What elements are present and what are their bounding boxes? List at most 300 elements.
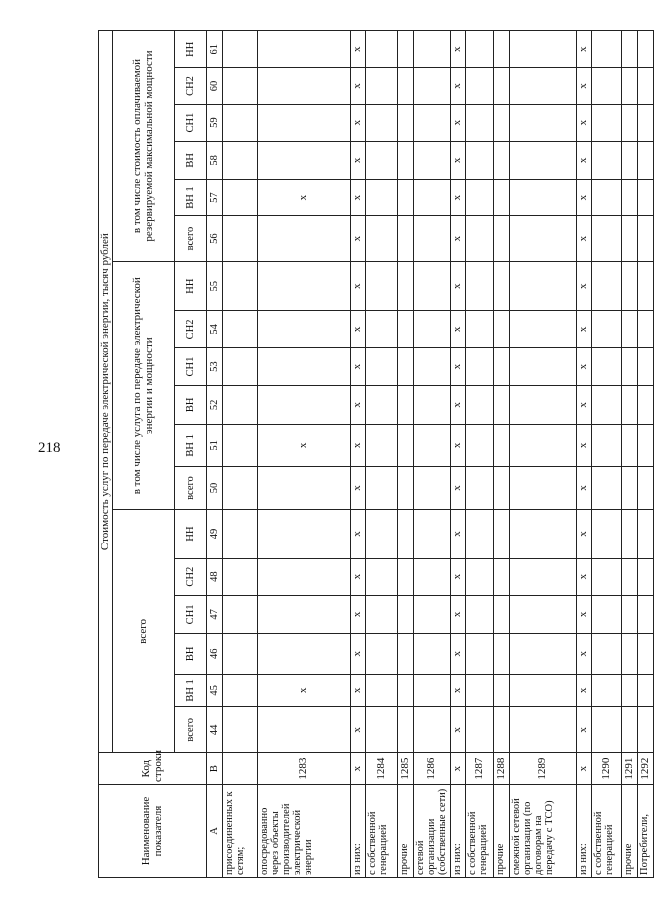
value-cell bbox=[638, 558, 654, 595]
value-cell bbox=[398, 385, 414, 424]
header-total-group: всего bbox=[113, 510, 175, 753]
value-cell bbox=[510, 216, 577, 262]
value-cell bbox=[622, 104, 638, 141]
value-cell bbox=[398, 466, 414, 510]
column-number-row bbox=[207, 31, 223, 878]
value-cell bbox=[366, 180, 398, 216]
value-cell bbox=[398, 262, 414, 311]
value-cell bbox=[592, 385, 622, 424]
value-cell bbox=[258, 311, 351, 348]
value-cell bbox=[258, 385, 351, 424]
value-cell bbox=[258, 348, 351, 385]
value-cell: x bbox=[351, 466, 366, 510]
value-cell bbox=[622, 558, 638, 595]
value-cell bbox=[510, 31, 577, 68]
value-cell bbox=[398, 31, 414, 68]
value-cell bbox=[258, 595, 351, 633]
row-code: 1284 bbox=[366, 753, 398, 785]
value-cell bbox=[638, 510, 654, 558]
value-cell bbox=[366, 707, 398, 753]
level-header: НН bbox=[175, 510, 207, 558]
value-cell bbox=[366, 311, 398, 348]
value-cell bbox=[398, 595, 414, 633]
value-cell bbox=[258, 31, 351, 68]
col-number: 53 bbox=[207, 348, 223, 385]
value-cell: x bbox=[577, 262, 592, 311]
value-cell bbox=[638, 262, 654, 311]
level-header: ВН bbox=[175, 634, 207, 674]
value-cell bbox=[414, 31, 451, 68]
value-cell bbox=[223, 311, 258, 348]
value-cell bbox=[592, 707, 622, 753]
value-cell bbox=[466, 262, 494, 311]
value-cell bbox=[592, 141, 622, 179]
electricity-cost-table bbox=[98, 30, 654, 878]
value-cell bbox=[223, 68, 258, 104]
row-code: x bbox=[577, 753, 592, 785]
value-cell: x bbox=[351, 31, 366, 68]
col-number: 60 bbox=[207, 68, 223, 104]
value-cell bbox=[622, 425, 638, 467]
value-cell bbox=[494, 425, 510, 467]
table-row bbox=[638, 31, 654, 878]
row-label: Потребители, bbox=[638, 785, 654, 878]
table-row bbox=[414, 31, 451, 878]
value-cell: x bbox=[577, 31, 592, 68]
value-cell bbox=[223, 674, 258, 707]
value-cell: x bbox=[451, 216, 466, 262]
value-cell bbox=[366, 674, 398, 707]
value-cell bbox=[622, 595, 638, 633]
value-cell bbox=[638, 425, 654, 467]
value-cell bbox=[223, 262, 258, 311]
value-cell bbox=[366, 425, 398, 467]
value-cell: x bbox=[258, 425, 351, 467]
value-cell bbox=[398, 510, 414, 558]
value-cell bbox=[223, 216, 258, 262]
row-code bbox=[223, 753, 258, 785]
value-cell bbox=[398, 68, 414, 104]
level-header: ВН bbox=[175, 141, 207, 179]
value-cell bbox=[223, 141, 258, 179]
value-cell: x bbox=[451, 68, 466, 104]
value-cell bbox=[398, 104, 414, 141]
value-cell: x bbox=[351, 141, 366, 179]
value-cell bbox=[622, 216, 638, 262]
level-header: СН2 bbox=[175, 68, 207, 104]
level-header: всего bbox=[175, 466, 207, 510]
value-cell bbox=[366, 634, 398, 674]
value-cell bbox=[223, 558, 258, 595]
value-cell bbox=[510, 634, 577, 674]
value-cell: x bbox=[451, 31, 466, 68]
value-cell bbox=[258, 634, 351, 674]
value-cell: x bbox=[351, 595, 366, 633]
value-cell bbox=[622, 466, 638, 510]
value-cell bbox=[638, 634, 654, 674]
page-number: 218 bbox=[38, 440, 61, 456]
value-cell bbox=[592, 104, 622, 141]
value-cell bbox=[366, 68, 398, 104]
value-cell bbox=[258, 262, 351, 311]
value-cell bbox=[466, 385, 494, 424]
value-cell: x bbox=[351, 425, 366, 467]
level-header: всего bbox=[175, 216, 207, 262]
value-cell bbox=[258, 707, 351, 753]
value-cell bbox=[223, 634, 258, 674]
value-cell bbox=[258, 466, 351, 510]
value-cell bbox=[592, 466, 622, 510]
value-cell bbox=[494, 180, 510, 216]
value-cell: x bbox=[351, 707, 366, 753]
value-cell bbox=[466, 216, 494, 262]
value-cell: x bbox=[351, 216, 366, 262]
value-cell bbox=[398, 707, 414, 753]
value-cell: x bbox=[451, 180, 466, 216]
col-number: 55 bbox=[207, 262, 223, 311]
value-cell bbox=[592, 216, 622, 262]
value-cell bbox=[592, 595, 622, 633]
value-cell: x bbox=[577, 707, 592, 753]
table-row bbox=[258, 31, 351, 878]
row-label: опосредованно через объекты производителей электрической энергии bbox=[258, 785, 351, 878]
level-header: ВН 1 bbox=[175, 674, 207, 707]
value-cell: x bbox=[451, 558, 466, 595]
value-cell bbox=[638, 216, 654, 262]
value-cell bbox=[592, 31, 622, 68]
value-cell bbox=[366, 510, 398, 558]
value-cell bbox=[494, 348, 510, 385]
value-cell bbox=[366, 595, 398, 633]
value-cell bbox=[414, 68, 451, 104]
value-cell bbox=[414, 311, 451, 348]
value-cell bbox=[592, 180, 622, 216]
header-indicator-name: Наименование показателя bbox=[99, 785, 207, 878]
value-cell: x bbox=[577, 558, 592, 595]
level-header: СН1 bbox=[175, 348, 207, 385]
value-cell: x bbox=[577, 348, 592, 385]
value-cell bbox=[466, 141, 494, 179]
value-cell bbox=[622, 674, 638, 707]
value-cell bbox=[466, 634, 494, 674]
col-letter: В bbox=[207, 753, 223, 785]
value-cell bbox=[414, 104, 451, 141]
value-cell bbox=[510, 595, 577, 633]
value-cell bbox=[494, 262, 510, 311]
value-cell: x bbox=[577, 595, 592, 633]
value-cell: x bbox=[577, 425, 592, 467]
value-cell bbox=[510, 425, 577, 467]
col-number: 57 bbox=[207, 180, 223, 216]
value-cell: x bbox=[451, 385, 466, 424]
value-cell: x bbox=[351, 634, 366, 674]
level-header-row bbox=[175, 31, 207, 878]
value-cell bbox=[510, 385, 577, 424]
value-cell bbox=[638, 141, 654, 179]
value-cell: x bbox=[351, 104, 366, 141]
row-label: из них: bbox=[451, 785, 466, 878]
value-cell bbox=[622, 31, 638, 68]
value-cell bbox=[398, 558, 414, 595]
row-label: прочие bbox=[398, 785, 414, 878]
header-reserve-group: в том числе стоимость оплачиваемой резервируемой максимальной мощности bbox=[113, 31, 175, 262]
value-cell bbox=[466, 595, 494, 633]
row-label: с собственной генерацией bbox=[366, 785, 398, 878]
value-cell: x bbox=[351, 510, 366, 558]
row-label: из них: bbox=[351, 785, 366, 878]
value-cell bbox=[414, 634, 451, 674]
value-cell: x bbox=[351, 311, 366, 348]
row-code: x bbox=[451, 753, 466, 785]
value-cell bbox=[592, 68, 622, 104]
row-label: с собственной генерацией bbox=[466, 785, 494, 878]
value-cell bbox=[398, 141, 414, 179]
row-label: прочие bbox=[622, 785, 638, 878]
row-code: 1286 bbox=[414, 753, 451, 785]
value-cell: x bbox=[351, 262, 366, 311]
level-header: СН2 bbox=[175, 311, 207, 348]
level-header: СН1 bbox=[175, 104, 207, 141]
row-label: из них: bbox=[577, 785, 592, 878]
value-cell: x bbox=[451, 674, 466, 707]
col-number: 48 bbox=[207, 558, 223, 595]
value-cell bbox=[638, 180, 654, 216]
value-cell: x bbox=[451, 466, 466, 510]
row-code: 1289 bbox=[510, 753, 577, 785]
value-cell bbox=[258, 510, 351, 558]
value-cell bbox=[398, 311, 414, 348]
table-row bbox=[592, 31, 622, 878]
value-cell bbox=[223, 707, 258, 753]
value-cell bbox=[366, 348, 398, 385]
value-cell bbox=[223, 425, 258, 467]
value-cell bbox=[258, 141, 351, 179]
row-label: с собственной генерацией bbox=[592, 785, 622, 878]
value-cell bbox=[510, 674, 577, 707]
value-cell: x bbox=[451, 707, 466, 753]
value-cell bbox=[494, 68, 510, 104]
row-label: присоединенных к сетям; bbox=[223, 785, 258, 878]
value-cell: x bbox=[451, 104, 466, 141]
row-code: 1291 bbox=[622, 753, 638, 785]
level-header: НН bbox=[175, 262, 207, 311]
value-cell bbox=[466, 674, 494, 707]
value-cell bbox=[414, 141, 451, 179]
header-service-group: в том числе услуга по передаче электрической энергии и мощности bbox=[113, 262, 175, 510]
col-number: 61 bbox=[207, 31, 223, 68]
value-cell bbox=[258, 558, 351, 595]
table-row bbox=[622, 31, 638, 878]
value-cell bbox=[466, 180, 494, 216]
value-cell bbox=[494, 216, 510, 262]
value-cell bbox=[494, 707, 510, 753]
value-cell bbox=[622, 634, 638, 674]
row-label: смежной сетевой организации (по договорам на передачу с ТСО) bbox=[510, 785, 577, 878]
value-cell: x bbox=[577, 104, 592, 141]
value-cell: x bbox=[351, 68, 366, 104]
value-cell bbox=[592, 311, 622, 348]
value-cell: x bbox=[351, 674, 366, 707]
value-cell: x bbox=[451, 311, 466, 348]
value-cell: x bbox=[577, 311, 592, 348]
value-cell: x bbox=[451, 425, 466, 467]
value-cell: x bbox=[258, 180, 351, 216]
col-number: 52 bbox=[207, 385, 223, 424]
col-number: 59 bbox=[207, 104, 223, 141]
value-cell bbox=[414, 262, 451, 311]
value-cell bbox=[622, 385, 638, 424]
value-cell bbox=[622, 348, 638, 385]
value-cell bbox=[223, 104, 258, 141]
value-cell bbox=[466, 558, 494, 595]
value-cell bbox=[494, 595, 510, 633]
value-cell bbox=[223, 510, 258, 558]
level-header: НН bbox=[175, 31, 207, 68]
value-cell bbox=[466, 31, 494, 68]
value-cell bbox=[366, 104, 398, 141]
value-cell bbox=[638, 466, 654, 510]
value-cell bbox=[258, 104, 351, 141]
value-cell bbox=[366, 466, 398, 510]
row-code: 1287 bbox=[466, 753, 494, 785]
value-cell bbox=[414, 510, 451, 558]
value-cell bbox=[414, 216, 451, 262]
value-cell bbox=[258, 68, 351, 104]
level-header: всего bbox=[175, 707, 207, 753]
col-number: 51 bbox=[207, 425, 223, 467]
value-cell bbox=[466, 425, 494, 467]
value-cell bbox=[510, 558, 577, 595]
value-cell bbox=[414, 707, 451, 753]
col-letter: А bbox=[207, 785, 223, 878]
value-cell bbox=[414, 466, 451, 510]
level-header: СН2 bbox=[175, 558, 207, 595]
col-number: 56 bbox=[207, 216, 223, 262]
value-cell: x bbox=[577, 180, 592, 216]
value-cell bbox=[638, 707, 654, 753]
value-cell bbox=[466, 104, 494, 141]
value-cell bbox=[494, 31, 510, 68]
value-cell bbox=[258, 216, 351, 262]
col-number: 44 bbox=[207, 707, 223, 753]
value-cell bbox=[398, 634, 414, 674]
value-cell bbox=[414, 180, 451, 216]
header-row-code: Код строки bbox=[99, 753, 207, 785]
value-cell bbox=[223, 31, 258, 68]
value-cell bbox=[592, 674, 622, 707]
value-cell bbox=[494, 674, 510, 707]
value-cell: x bbox=[577, 385, 592, 424]
value-cell: x bbox=[577, 68, 592, 104]
value-cell bbox=[223, 466, 258, 510]
col-number: 49 bbox=[207, 510, 223, 558]
row-code: 1285 bbox=[398, 753, 414, 785]
value-cell: x bbox=[577, 510, 592, 558]
value-cell bbox=[622, 311, 638, 348]
value-cell: x bbox=[451, 595, 466, 633]
value-cell: x bbox=[351, 385, 366, 424]
value-cell bbox=[510, 68, 577, 104]
rotated-form-table bbox=[98, 30, 651, 878]
level-header: ВН bbox=[175, 385, 207, 424]
value-cell bbox=[223, 180, 258, 216]
value-cell bbox=[414, 558, 451, 595]
value-cell bbox=[638, 31, 654, 68]
value-cell bbox=[510, 510, 577, 558]
value-cell bbox=[414, 425, 451, 467]
table-row bbox=[466, 31, 494, 878]
col-number: 50 bbox=[207, 466, 223, 510]
value-cell bbox=[398, 425, 414, 467]
value-cell bbox=[510, 262, 577, 311]
table-row bbox=[451, 31, 466, 878]
value-cell bbox=[366, 31, 398, 68]
value-cell bbox=[366, 385, 398, 424]
value-cell bbox=[638, 385, 654, 424]
value-cell: x bbox=[577, 634, 592, 674]
level-header: ВН 1 bbox=[175, 425, 207, 467]
value-cell bbox=[638, 595, 654, 633]
value-cell bbox=[398, 674, 414, 707]
value-cell bbox=[510, 707, 577, 753]
table-row bbox=[494, 31, 510, 878]
value-cell bbox=[638, 311, 654, 348]
value-cell bbox=[494, 311, 510, 348]
value-cell bbox=[510, 141, 577, 179]
value-cell: x bbox=[451, 141, 466, 179]
value-cell bbox=[510, 348, 577, 385]
value-cell bbox=[466, 311, 494, 348]
value-cell bbox=[414, 385, 451, 424]
value-cell bbox=[622, 180, 638, 216]
value-cell: x bbox=[258, 674, 351, 707]
value-cell bbox=[638, 348, 654, 385]
value-cell bbox=[414, 595, 451, 633]
value-cell bbox=[466, 510, 494, 558]
row-code: 1290 bbox=[592, 753, 622, 785]
col-number: 54 bbox=[207, 311, 223, 348]
value-cell bbox=[366, 216, 398, 262]
row-label: сетевой организации (собственные сети) bbox=[414, 785, 451, 878]
value-cell: x bbox=[351, 558, 366, 595]
value-cell bbox=[494, 466, 510, 510]
value-cell bbox=[510, 311, 577, 348]
value-cell bbox=[223, 595, 258, 633]
value-cell bbox=[494, 141, 510, 179]
value-cell bbox=[466, 466, 494, 510]
value-cell bbox=[398, 348, 414, 385]
value-cell bbox=[466, 68, 494, 104]
value-cell: x bbox=[351, 180, 366, 216]
value-cell bbox=[592, 262, 622, 311]
value-cell bbox=[366, 141, 398, 179]
value-cell bbox=[466, 348, 494, 385]
value-cell bbox=[638, 674, 654, 707]
value-cell bbox=[494, 104, 510, 141]
value-cell bbox=[510, 466, 577, 510]
value-cell bbox=[638, 68, 654, 104]
value-cell bbox=[414, 674, 451, 707]
value-cell bbox=[592, 634, 622, 674]
col-number: 45 bbox=[207, 674, 223, 707]
value-cell: x bbox=[451, 510, 466, 558]
table-row bbox=[577, 31, 592, 878]
table-row bbox=[351, 31, 366, 878]
value-cell: x bbox=[577, 141, 592, 179]
value-cell bbox=[366, 558, 398, 595]
level-header: СН1 bbox=[175, 595, 207, 633]
value-cell bbox=[510, 180, 577, 216]
